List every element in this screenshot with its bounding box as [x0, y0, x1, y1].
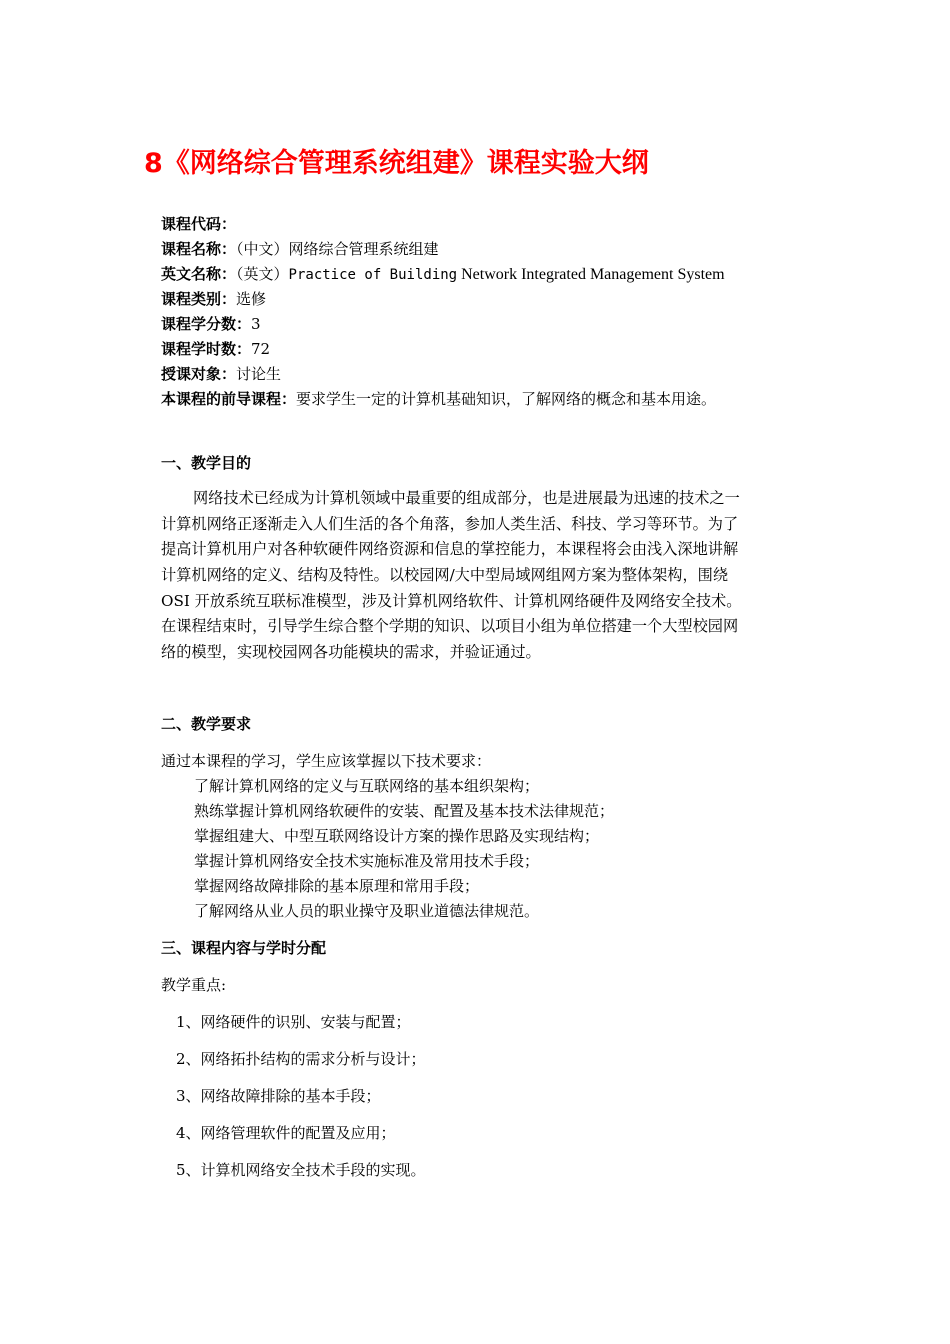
- list-item: 5、计算机网络安全技术手段的实现。: [176, 1161, 426, 1179]
- list-item: 掌握组建大、中型互联网络设计方案的操作思路及实现结构；: [194, 827, 600, 845]
- info-row-course-code: [161, 212, 851, 237]
- list-item: 掌握网络故障排除的基本原理和常用手段；: [194, 877, 480, 895]
- paragraph-line: OSI 开放系统互联标准模型，涉及计算机网络软件、计算机网络硬件及网络安全技术。: [161, 591, 742, 610]
- teaching-purpose-paragraph: [161, 486, 811, 666]
- paragraph-line: 网络技术已经成为计算机领域中最重要的组成部分，也是进展最为迅速的技术之一: [193, 489, 740, 507]
- list-item: 1、网络硬件的识别、安装与配置；: [176, 1013, 411, 1031]
- info-value: 要求学生一定的计算机基础知识，了解网络的概念和基本用途。: [296, 390, 717, 408]
- info-value: 讨论生: [236, 365, 282, 383]
- list-item: 4、网络管理软件的配置及应用；: [176, 1124, 396, 1142]
- course-info: [161, 212, 851, 412]
- teaching-focus-list: [176, 1010, 426, 1195]
- document-title: 8《网络综合管理系统组建》课程实验大纲: [144, 148, 649, 179]
- section-heading-teaching-requirements: 二、教学要求: [161, 715, 252, 733]
- info-value: 3: [251, 315, 261, 333]
- info-row-course-name: [161, 237, 851, 262]
- info-value: （英文）: [236, 265, 289, 283]
- paragraph-line: 计算机网络正逐渐走入人们生活的各个角落，参加人类生活、科技、学习等环节。为了: [161, 514, 739, 533]
- list-item: 了解网络从业人员的职业操守及职业道德法律规范。: [194, 902, 540, 920]
- info-label: 课程类别：: [161, 290, 237, 308]
- paragraph-line: 提高计算机用户对各种软硬件网络资源和信息的掌控能力，本课程将会由浅入深地讲解: [161, 540, 739, 559]
- info-value-english-part2: Network Integrated Management System: [457, 266, 725, 283]
- info-row-audience: [161, 362, 851, 387]
- info-label: 本课程的前导课程：: [161, 390, 297, 408]
- info-value: 选修: [236, 290, 267, 308]
- teaching-focus-label: 教学重点:: [161, 976, 227, 994]
- list-item: 2、网络拓扑结构的需求分析与设计；: [176, 1050, 426, 1068]
- info-row-english-name: [161, 262, 851, 287]
- info-label: 授课对象：: [161, 365, 237, 383]
- info-value-english-part1: Practice of Building: [288, 267, 458, 283]
- info-row-course-category: [161, 287, 851, 312]
- list-item: 了解计算机网络的定义与互联网络的基本组织架构；: [194, 777, 540, 795]
- list-item: 掌握计算机网络安全技术实施标准及常用技术手段；: [194, 852, 540, 870]
- info-label: 课程学分数：: [161, 315, 252, 333]
- info-row-hours: [161, 337, 851, 362]
- info-row-credits: [161, 312, 851, 337]
- paragraph-line: 络的模型，实现校园网各功能模块的需求，并验证通过。: [161, 643, 541, 662]
- info-label: 课程名称：: [161, 240, 237, 258]
- section-heading-course-content: 三、课程内容与学时分配: [161, 939, 327, 957]
- requirements-list: [194, 774, 614, 924]
- paragraph-line: 在课程结束时，引导学生综合整个学期的知识、以项目小组为单位搭建一个大型校园网: [161, 617, 739, 636]
- info-value: 72: [251, 340, 271, 358]
- section-heading-teaching-purpose: 一、教学目的: [161, 454, 252, 472]
- paragraph-line: 计算机网络的定义、结构及特性。以校园网/大中型局域网组网方案为整体架构，围绕: [161, 566, 729, 585]
- info-label: 英文名称：: [161, 265, 237, 283]
- info-label: 课程代码：: [161, 215, 237, 233]
- info-label: 课程学时数：: [161, 340, 252, 358]
- info-row-prerequisites: [161, 387, 851, 412]
- requirements-intro: 通过本课程的学习，学生应该掌握以下技术要求：: [161, 752, 492, 770]
- info-value: （中文）网络综合管理系统组建: [236, 240, 439, 258]
- list-item: 3、网络故障排除的基本手段；: [176, 1087, 381, 1105]
- list-item: 熟练掌握计算机网络软硬件的安装、配置及基本技术法律规范；: [194, 802, 615, 820]
